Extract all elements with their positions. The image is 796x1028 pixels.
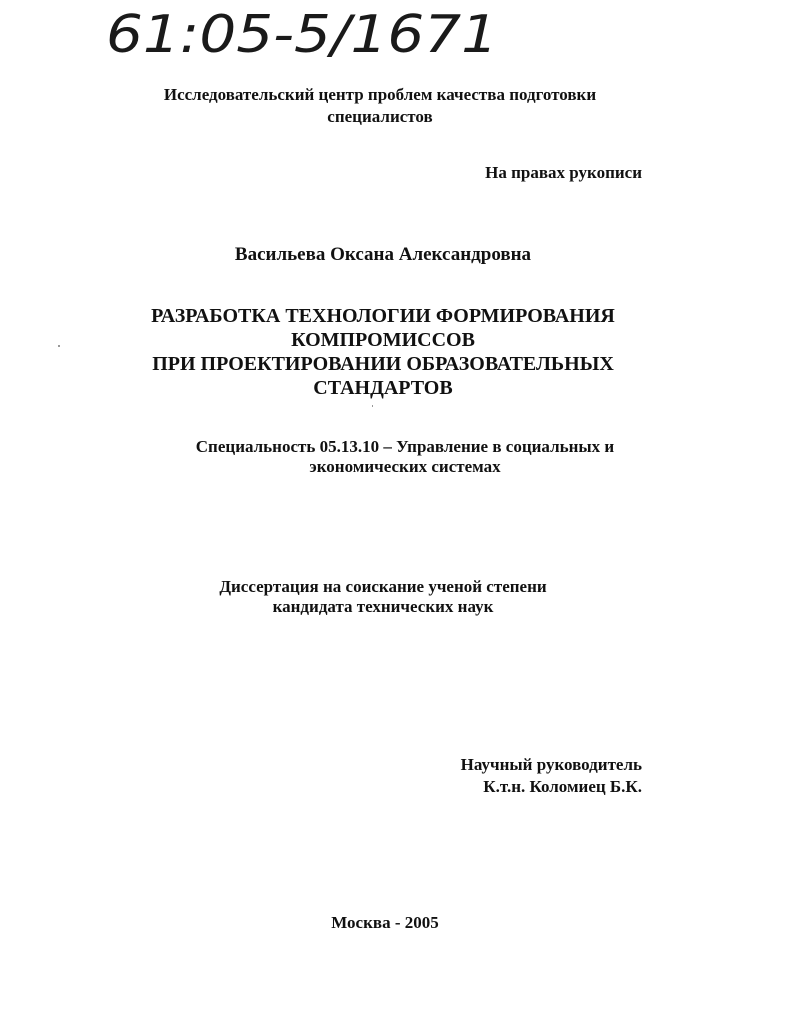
- degree-line: Диссертация на соискание ученой степени: [219, 577, 547, 596]
- organization-name: Исследовательский центр проблем качества подготовки специалистов: [163, 85, 597, 126]
- supervisor-name: К.т.н. Коломиец Б.К.: [483, 777, 642, 796]
- shelfmark-text: 61:05-5/1671: [106, 5, 498, 64]
- supervisor: [380, 754, 642, 798]
- degree-line: кандидата технических наук: [272, 597, 494, 616]
- city-year: Москва - 2005: [331, 913, 439, 932]
- scan-speck: [58, 345, 60, 347]
- specialty: [170, 437, 640, 477]
- handwritten-shelfmark: [106, 2, 506, 64]
- specialty-line: экономических системах: [309, 457, 501, 476]
- dissertation-title: [110, 304, 656, 400]
- author-name: Васильева Оксана Александровна: [234, 244, 532, 265]
- supervisor-role: Научный руководитель: [460, 755, 642, 774]
- degree-statement: [150, 577, 616, 617]
- manuscript-rights-note: На правах рукописи: [485, 163, 642, 182]
- specialty-line: Специальность 05.13.10 – Управление в социальных и: [195, 437, 615, 456]
- title-line: РАЗРАБОТКА ТЕХНОЛОГИИ ФОРМИРОВАНИЯ: [151, 305, 615, 327]
- title-line: ПРИ ПРОЕКТИРОВАНИИ ОБРАЗОВАТЕЛЬНЫХ: [152, 353, 614, 375]
- title-line: СТАНДАРТОВ: [313, 377, 453, 399]
- title-line: КОМПРОМИССОВ: [291, 329, 475, 351]
- scan-speck: [372, 405, 373, 407]
